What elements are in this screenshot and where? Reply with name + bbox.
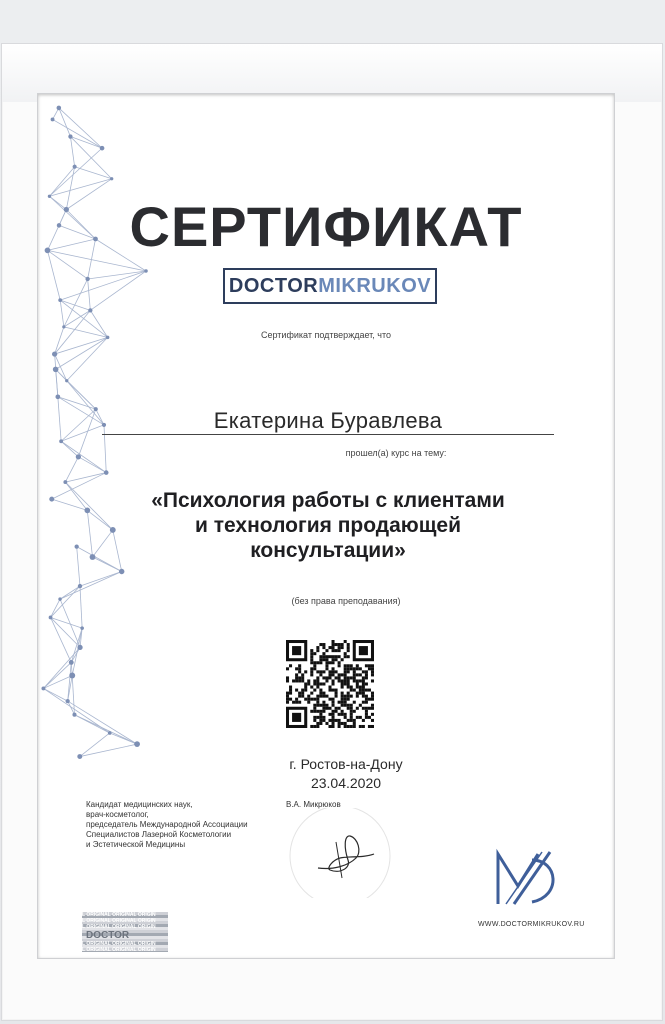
city-text: г. Ростов-на-Дону bbox=[289, 756, 403, 772]
course-title-line: и технология продающей bbox=[194, 514, 462, 537]
issue-date: 23.04.2020 bbox=[310, 775, 382, 791]
teaching-rights-note: (без права преподавания) bbox=[291, 596, 401, 606]
signer-credential-line: врач-косметолог, bbox=[86, 810, 149, 819]
course-title-line: «Психология работы с клиентами bbox=[151, 489, 505, 512]
brand-name-dark: DOCTOR bbox=[228, 274, 319, 297]
certificate-sheet bbox=[38, 94, 614, 958]
signer-credential-line: и Эстетической Медицины bbox=[86, 840, 186, 849]
signer-credential-line: Специалистов Лазерной Косметологии bbox=[86, 830, 232, 839]
signer-credentials bbox=[86, 800, 306, 850]
certificate-title: СЕРТИФИКАТ bbox=[129, 195, 523, 258]
course-title-line: консультации» bbox=[250, 539, 406, 562]
signer-credential-line: председатель Международной Ассоциации bbox=[86, 820, 248, 829]
confirms-text: Сертификат подтверждает, что bbox=[260, 330, 392, 340]
qr-code-icon bbox=[286, 640, 374, 728]
signer-name: В.А. Микрюков bbox=[286, 800, 341, 809]
hologram-sticker: L ORIGINAL ORIGINAL ORIGIN L ORIGINAL ORIGINAL ORIGIN L ORIGINAL ORIGINAL ORIGIN DOCTOR L ORIGINAL ORIGINAL ORIGIN L ORIGINAL ORIGINAL ORIGIN bbox=[82, 912, 168, 952]
website-url: WWW.DOCTORMIKRUKOV.RU bbox=[478, 921, 585, 928]
course-lead-text: прошел(а) курс на тему: bbox=[345, 448, 447, 458]
mikrukov-monogram-icon bbox=[492, 846, 566, 910]
signer-credential-line: Кандидат медицинских наук, bbox=[86, 800, 193, 809]
brand-logo-box bbox=[223, 268, 437, 304]
brand-name-light: MIKRUKOV bbox=[318, 274, 432, 297]
handwritten-signature bbox=[278, 808, 398, 898]
course-title bbox=[98, 488, 558, 563]
recipient-name: Екатерина Буравлева bbox=[213, 408, 443, 433]
name-underline bbox=[102, 434, 554, 435]
